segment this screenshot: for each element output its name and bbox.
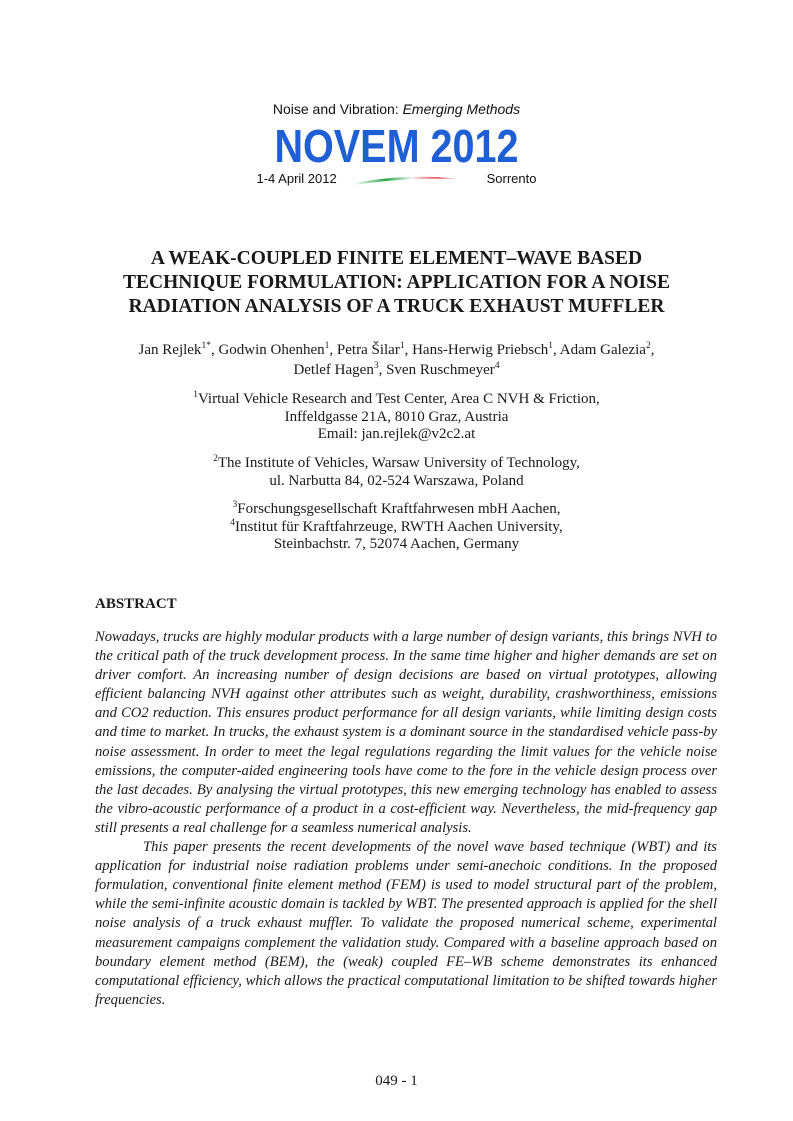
author-name: Petra Šilar [336, 342, 400, 358]
author-list: Jan Rejlek$^{1*}$, Godwin Ohenhen$^1$, Petra Šilar$^1$, Hans-Herwig Priebsch$^1$, Adam Galezia$^2$, Detlef Hagen$^3$, Sven Ruschmeyer$^4$ [138, 341, 655, 378]
conference-place: Sorrento [486, 171, 537, 186]
swoosh-icon [352, 175, 462, 187]
author-name: Sven Ruschmeyer [386, 362, 495, 378]
title-line: RADIATION ANALYSIS OF A TRUCK EXHAUST MUFFLER [128, 296, 665, 317]
conference-header [0, 101, 793, 189]
conference-logo-name: NOVEM 2012 [274, 120, 519, 172]
author-name: Godwin Ohenhen [218, 342, 325, 358]
abstract-paragraph: This paper presents the recent developments of the novel wave based technique (WBT) and its application for industrial noise radiation problems under semi-anechoic conditions. In the proposed formulation, conventional finite element method (FEM) is used to model structural part of the problem, while the semi-infinite acoustic domain is tackled by WBT. The presented approach is applied for the shell noise analysis of a truck exhaust muffler. To validate the proposed numerical scheme, experimental measurement campaigns complement the validation study. Compared with a baseline approach based on boundary element method (BEM), the (weak) coupled FE–WB scheme demonstrates its enhanced computational efficiency, which allows the practical computational limitation to be shifted towards higher frequencies. [95, 839, 717, 1008]
affiliation-2: $^2$The Institute of Vehicles, Warsaw University of Technology, ul. Narbutta 84, 02-524 Warszawa, Poland [213, 454, 580, 489]
conference-date-place [257, 171, 537, 189]
paper-title [60, 247, 733, 319]
author-name: Jan Rejlek [138, 342, 202, 358]
affiliation-1: $^1$Virtual Vehicle Research and Test Center, Area C NVH & Friction, Inffeldgasse 21A, 8010 Graz, Austria Email: jan.rejlek@v2c2.at [60, 391, 733, 444]
abstract-body [95, 628, 717, 1010]
title-line: TECHNIQUE FORMULATION: APPLICATION FOR A NOISE [123, 272, 670, 293]
conference-date: 1-4 April 2012 [256, 171, 337, 186]
author-name: Detlef Hagen [293, 362, 374, 378]
page-number: 049 - 1 [375, 1073, 418, 1089]
title-line: A WEAK-COUPLED FINITE ELEMENT–WAVE BASED [150, 248, 643, 269]
author-name: Hans-Herwig Priebsch [412, 342, 549, 358]
abstract-paragraph: Nowadays, trucks are highly modular products with a large number of design variants, this brings NVH to the critical path of the truck development process. In the same time higher and higher demands are set on driver comfort. An increasing number of design decisions are based on virtual prototypes, allowing efficient balancing NVH against other attributes such as weight, durability, crashworthiness, emissions and CO2 reduction. This ensures product performance for all design variants, while limiting design costs and time to market. In trucks, the exhaust system is a dominant source in the standardised vehicle pass-by noise assessment. In order to meet the legal regulations regarding the limit values for the vehicle noise emissions, the computer-aided engineering tools have come to the fore in the vehicle design process over the last decades. By analysing the virtual prototypes, this new emerging technology has enabled to assess the vibro-acoustic performance of a product in a cost-efficient way. Nevertheless, the mid-frequency gap still presents a real challenge for a seamless numerical analysis. [95, 629, 717, 836]
affiliation-3-4: $^3$Forschungsgesellschaft Kraftfahrwesen mbH Aachen, $^4$Institut für Kraftfahrzeuge, RWTH Aachen University, Steinbachstr. 7, 52074 Aachen, Germany [230, 500, 563, 552]
author-email: Email: jan.rejlek@v2c2.at [317, 426, 476, 442]
author-name: Adam Galezia [559, 342, 646, 358]
abstract-heading: ABSTRACT [95, 596, 177, 612]
conference-subtitle: Noise and Vibration: Emerging Methods [272, 101, 521, 117]
